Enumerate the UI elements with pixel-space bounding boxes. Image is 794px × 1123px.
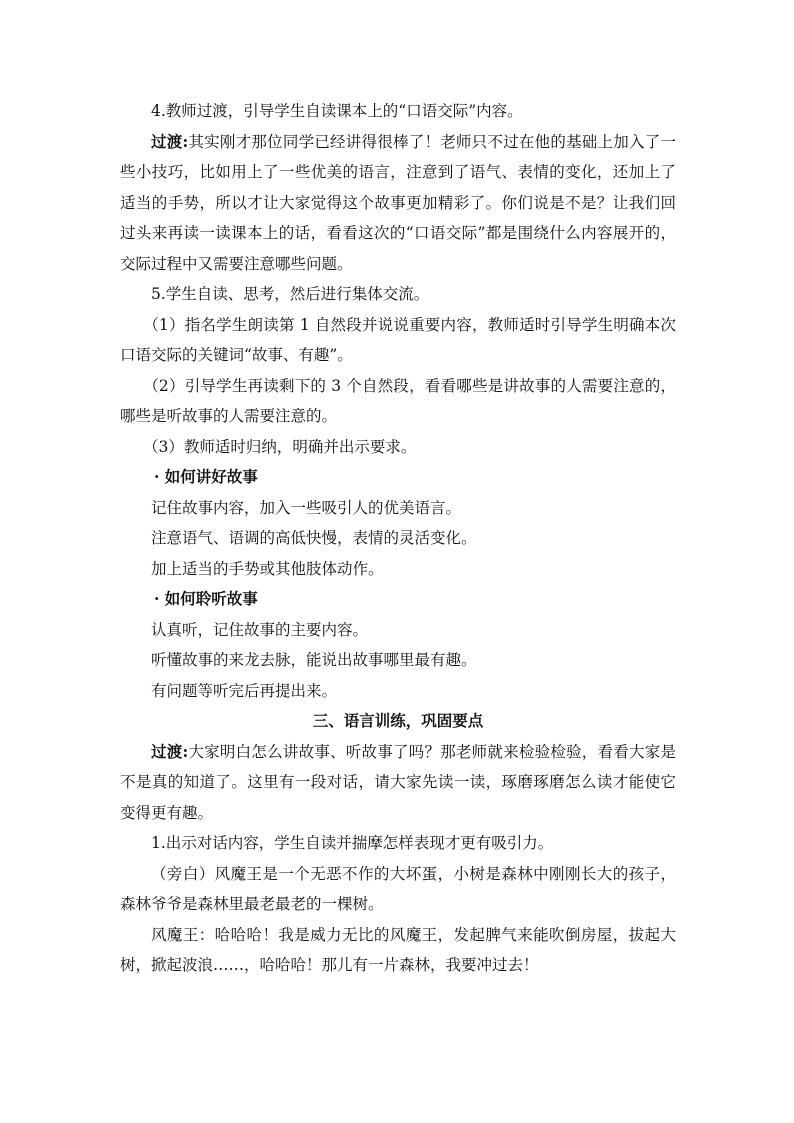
transition-text: 大家明白怎么讲故事、听故事了吗？那老师就来检验检验，看看大家是不是真的知道了。这里有一段对话，请大家先读一读，琢磨琢磨怎么读才能使它变得更有趣。	[120, 742, 676, 822]
paragraph-step-5: 5.学生自读、思考，然后进行集体交流。	[151, 285, 430, 303]
document-page	[120, 96, 676, 981]
paragraph-transition-1	[120, 127, 676, 280]
sub-2-text: （2）引导学生再读剩下的 3 个自然段，看看哪些是讲故事的人需要注意的，哪些是听故事的人需要注意的。	[120, 376, 676, 425]
subheading-listen-story: · 如何聆听故事	[154, 589, 258, 608]
transition-label: 过渡:	[151, 131, 189, 151]
sub-1-text: （1）指名学生朗读第 1 自然段并说说重要内容，教师适时引导学生明确本次口语交际的关键词“故事、有趣”。	[120, 315, 676, 364]
paragraph-dialogue: 风魔王：哈哈哈！我是威力无比的风魔王，发起脾气来能吹倒房屋，拔起大树，掀起波浪……，哈哈哈！那儿有一片森林，我要冲过去！	[120, 925, 676, 974]
list-item: 加上适当的手势或其他肢体动作。	[151, 559, 384, 578]
paragraph-step-4: 4.教师过渡，引导学生自读课本上的“口语交际”内容。	[151, 102, 523, 120]
paragraph-step-1: 1.出示对话内容，学生自读并揣摩怎样表现才更有吸引力。	[151, 834, 554, 852]
paragraph-sub-3	[120, 432, 676, 463]
list-item: 记住故事内容，加入一些吸引人的优美语言。	[151, 498, 462, 517]
paragraph-transition-2	[120, 737, 676, 829]
list-item: 注意语气、语调的高低快慢，表情的灵活变化。	[151, 529, 477, 547]
transition-label: 过渡:	[151, 741, 189, 761]
paragraph-sub-2	[120, 371, 676, 432]
subheading-tell-story: · 如何讲好故事	[154, 467, 258, 486]
list-item: 听懂故事的来龙去脉，能说出故事哪里最有趣。	[151, 651, 477, 669]
sub-3-text: （3）教师适时归纳，明确并出示要求。	[143, 437, 417, 456]
list-item: 有问题等听完后再提出来。	[151, 681, 338, 700]
transition-text: 其实刚才那位同学已经讲得很棒了！老师只不过在他的基础上加入了一些小技巧，比如用上了一些优美的语言，注意到了语气、表情的变化，还加上了适当的手势，所以才让大家觉得这个故事更加精彩了。你们说是不是？让我们回过头来再读一读课本上的话，看看这次的“口语交际”都是围绕什么内容展开的，交际过程中又需要注意哪些问题。	[120, 132, 676, 273]
paragraph-sub-1	[120, 310, 676, 371]
section-heading: 三、语言训练，巩固要点	[312, 711, 484, 730]
list-item: 认真听，记住故事的主要内容。	[151, 620, 369, 639]
paragraph-narration: （旁白）风魔王是一个无恶不作的大坏蛋，小树是森林中刚刚长大的孩子，森林爷爷是森林里最老最老的一棵树。	[120, 864, 676, 913]
